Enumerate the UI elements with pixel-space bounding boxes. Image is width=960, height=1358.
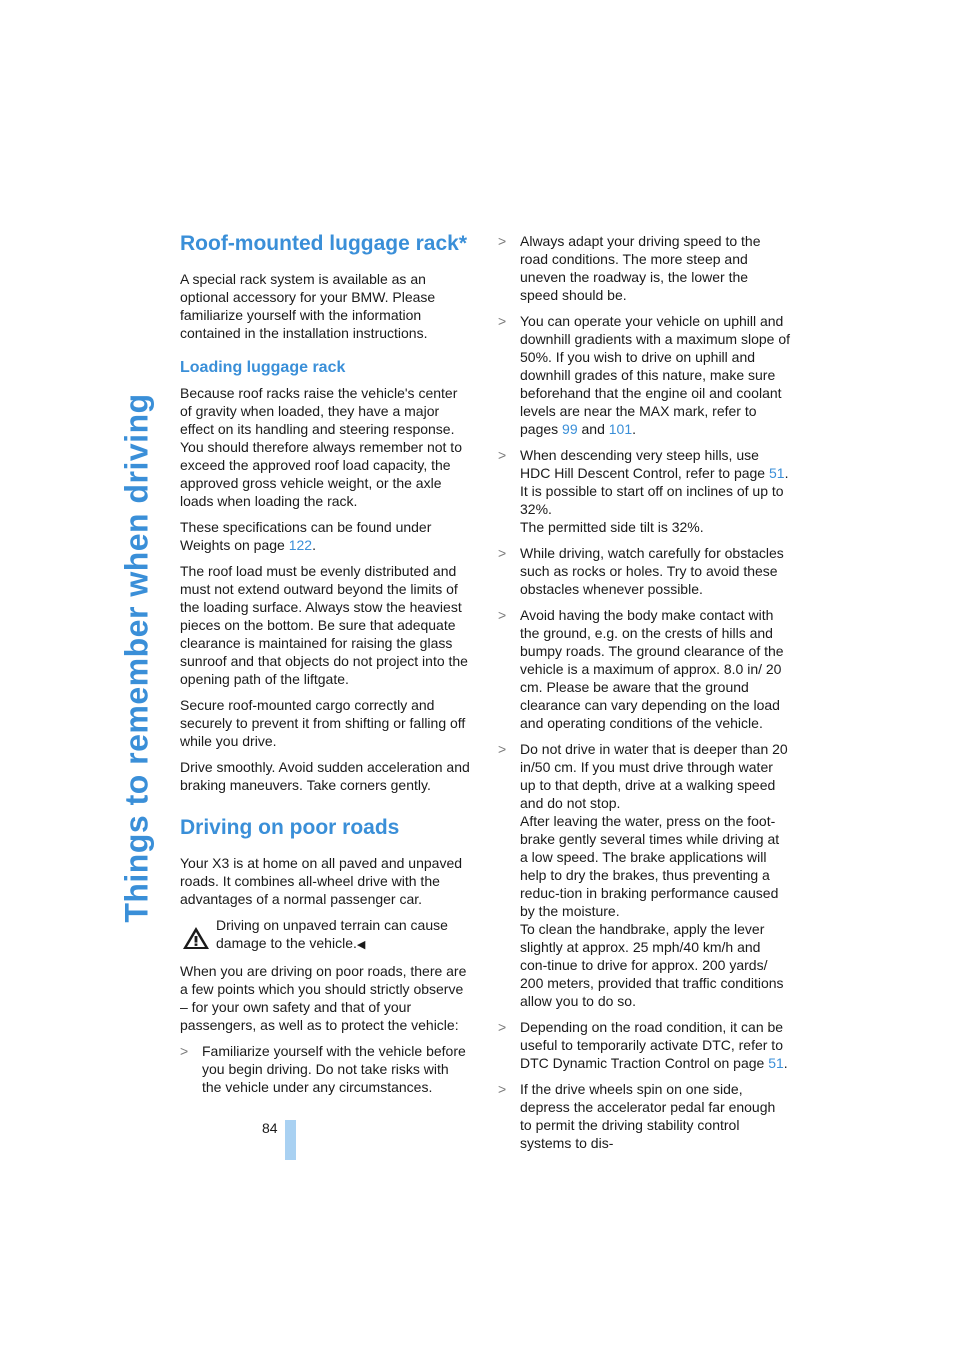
warning-triangle-icon [182, 926, 210, 950]
bullet-arrow-icon: > [498, 1019, 507, 1035]
loading-paragraph-3: The roof load must be evenly distributed and must not extend outward beyond the limits of the loading surface. Always stow the heaviest pieces on the bottom. Be sure that adequate clearance is maintained for raising the glass sunroof and that objects do not project into the opening path of the liftgate. [180, 563, 468, 687]
bullet-arrow-icon: > [498, 545, 507, 561]
roof-rack-intro: A special rack system is available as an optional accessory for your BMW. Please familiarize yourself with the information contained in the installation instructions. [180, 271, 436, 341]
loading-paragraph-2-end: . [312, 537, 316, 553]
page-link-51[interactable]: 51 [768, 1055, 784, 1071]
loading-paragraph-1: Because roof racks raise the vehicle's center of gravity when loaded, they have a major effect on its handling and steering response. You should therefore always remember not to exceed the approved roof load capacity, the approved gross vehicle weight, or the axle loads when loading the rack. [180, 385, 462, 509]
bullet-text-line: After leaving the water, press on the foot-brake gently several times while driving at a low speed. The brake applications will help to dry the brakes, thus preventing a reduc-tion in braking performance caused by the moisture. [520, 813, 780, 919]
bullet-text-end: . [784, 465, 789, 481]
loading-paragraph-2-text: These specifications can be found under Weights on page [180, 519, 432, 553]
poor-roads-paragraph-1: Your X3 is at home on all paved and unpaved roads. It combines all-wheel drive with the advantages of a normal passenger car. [180, 855, 463, 907]
heading-poor-roads: Driving on poor roads [180, 816, 400, 839]
bullet-text: Do not drive in water that is deeper than 20 in/50 cm. If you must drive through water up to that depth, drive at a walking speed and do not stop. [520, 741, 788, 811]
heading-loading-rack: Loading luggage rack [180, 359, 346, 376]
bullet-text: When descending very steep hills, use HDC Hill Descent Control, refer to page [520, 447, 769, 481]
heading-roof-rack: Roof-mounted luggage rack* [180, 232, 468, 255]
loading-paragraph-4: Secure roof-mounted cargo correctly and securely to prevent it from shifting or falling off while you drive. [180, 697, 466, 749]
bullet-text-line: To clean the handbrake, apply the lever slightly at approx. 25 mph/40 km/h and con-tinue to drive for approx. 200 yards/ 200 meters, provided that traffic conditions allow you to do so. [520, 921, 784, 1009]
bullet-arrow-icon: > [498, 447, 507, 463]
bullet-text: Avoid having the body make contact with the ground, e.g. on the crests of hills and bumpy roads. The ground clearance of the vehicle is a maximum of approx. 8.0 in/ 20 cm. Please be aware that the ground clearance can vary depending on the load and operating conditions of the vehicle. [520, 607, 784, 731]
list-item [498, 1018, 790, 1072]
list-item [498, 232, 790, 304]
right-bullet-list [498, 232, 790, 1152]
page-link-101[interactable]: 101 [608, 421, 633, 437]
end-of-note-icon: ◀ [356, 939, 366, 951]
bullet-arrow-icon: > [498, 607, 507, 623]
bullet-arrow-icon: > [498, 1081, 507, 1097]
loading-paragraph-5: Drive smoothly. Avoid sudden acceleration and braking maneuvers. Take corners gently. [180, 759, 470, 793]
list-item [498, 446, 790, 536]
bullet-text-line: It is possible to start off on inclines of up to 32%. [520, 483, 784, 517]
list-item [498, 1080, 790, 1152]
list-item [498, 740, 790, 1010]
page-link-51[interactable]: 51 [769, 465, 785, 481]
bullet-text: You can operate your vehicle on uphill and downhill gradients with a maximum slope of 50%. If you wish to drive on uphill and downhill grades of this nature, make sure beforehand that the engine oil and coolant levels are near the MAX mark, refer to pages [520, 313, 791, 437]
left-column [180, 232, 472, 1104]
poor-roads-paragraph-2: When you are driving on poor roads, there are a few points which you should strictly observe – for your own safety and that of your passengers, as well as to protect the vehicle: [180, 963, 467, 1033]
bullet-text-end: . [783, 1055, 788, 1071]
bullet-arrow-icon: > [498, 741, 507, 757]
right-column [498, 232, 790, 1160]
bullet-text-end: . [632, 421, 637, 437]
page-link-122[interactable]: 122 [288, 537, 313, 553]
list-item [180, 1042, 472, 1096]
bullet-arrow-icon: > [498, 313, 507, 329]
warning-text: Driving on unpaved terrain can cause damage to the vehicle. [216, 917, 448, 951]
bullet-arrow-icon: > [498, 233, 507, 249]
bullet-arrow-icon: > [180, 1043, 189, 1059]
page-number-bar [285, 1120, 296, 1160]
bullet-text: If the drive wheels spin on one side, depress the accelerator pedal far enough to permit the driving stability control systems to dis- [520, 1081, 776, 1151]
list-item [498, 312, 790, 438]
bullet-text: While driving, watch carefully for obstacles such as rocks or holes. Try to avoid these obstacles whenever possible. [520, 545, 784, 597]
bullet-text-and: and [577, 421, 609, 437]
page-number: 84 [262, 1120, 278, 1136]
page-link-99[interactable]: 99 [562, 421, 578, 437]
chapter-side-title-text: Things to remember when driving [118, 392, 155, 923]
warning-note [180, 916, 472, 954]
left-bullet-list [180, 1042, 472, 1096]
bullet-text: Always adapt your driving speed to the road conditions. The more steep and uneven the roadway is, the lower the speed should be. [520, 233, 761, 303]
bullet-text-line: The permitted side tilt is 32%. [520, 519, 704, 535]
list-item [498, 544, 790, 598]
bullet-text: Familiarize yourself with the vehicle before you begin driving. Do not take risks with the vehicle under any circumstances. [202, 1043, 466, 1095]
loading-paragraph-2 [180, 518, 472, 554]
list-item [498, 606, 790, 732]
chapter-side-title [112, 230, 162, 1085]
bullet-text: Depending on the road condition, it can be useful to temporarily activate DTC, refer to DTC Dynamic Traction Control on page [520, 1019, 784, 1071]
